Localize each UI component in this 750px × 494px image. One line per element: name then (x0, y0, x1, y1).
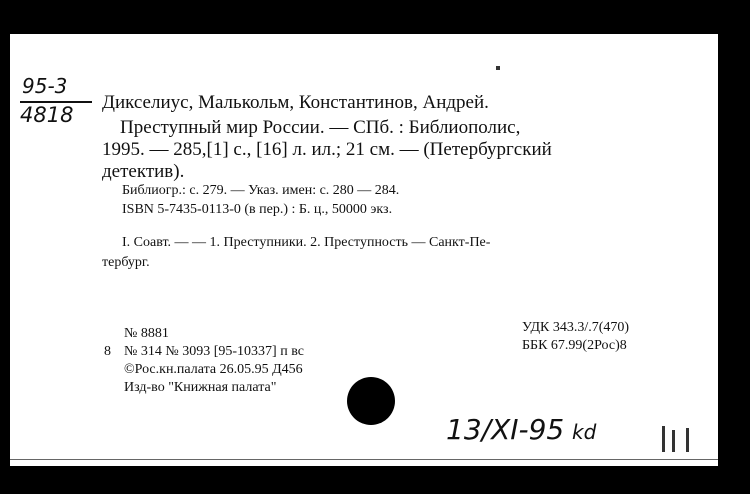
handwritten-mark: kd (572, 420, 597, 444)
catalog-card (10, 34, 718, 466)
punch-hole (347, 377, 395, 425)
speck (496, 66, 500, 70)
shelfmark-bottom: 4818 (20, 103, 74, 127)
speck (662, 426, 665, 452)
isbn-line: ISBN 5-7435-0113-0 (в пер.) : Б. ц., 50000 экз. (122, 202, 393, 217)
speck (672, 430, 675, 452)
bbk-code: ББК 67.99(2Рос)8 (522, 338, 627, 353)
tracings-line-1: I. Соавт. — — 1. Преступники. 2. Преступность — Санкт-Пе- (122, 235, 491, 250)
record-prefix: 8 (104, 344, 111, 359)
card-number: № 8881 (124, 326, 169, 341)
title-line-1: Преступный мир России. — СПб. : Библиополис, (120, 117, 521, 138)
book-chamber-line: ©Рос.кн.палата 26.05.95 Д456 (124, 362, 303, 377)
speck (10, 459, 718, 460)
bibliography-note: Библиогр.: с. 279. — Указ. имен: с. 280 — 284. (122, 183, 400, 198)
author-heading: Дикселиус, Малькольм, Константинов, Андрей. (102, 92, 489, 113)
title-line-2: 1995. — 285,[1] с., [16] л. ил.; 21 см. — (Петербургский (102, 139, 552, 160)
record-line: № 314 № 3093 [95-10337] п вс (124, 344, 304, 359)
speck (686, 428, 689, 452)
title-line-3: детектив). (102, 161, 185, 182)
publisher-line: Изд-во "Книжная палата" (124, 380, 277, 395)
shelfmark-top: 95-3 (22, 74, 68, 98)
tracings-line-2: тербург. (102, 255, 150, 270)
handwritten-date: 13/XI-95 (446, 413, 565, 446)
udc-code: УДК 343.3/.7(470) (522, 320, 630, 335)
